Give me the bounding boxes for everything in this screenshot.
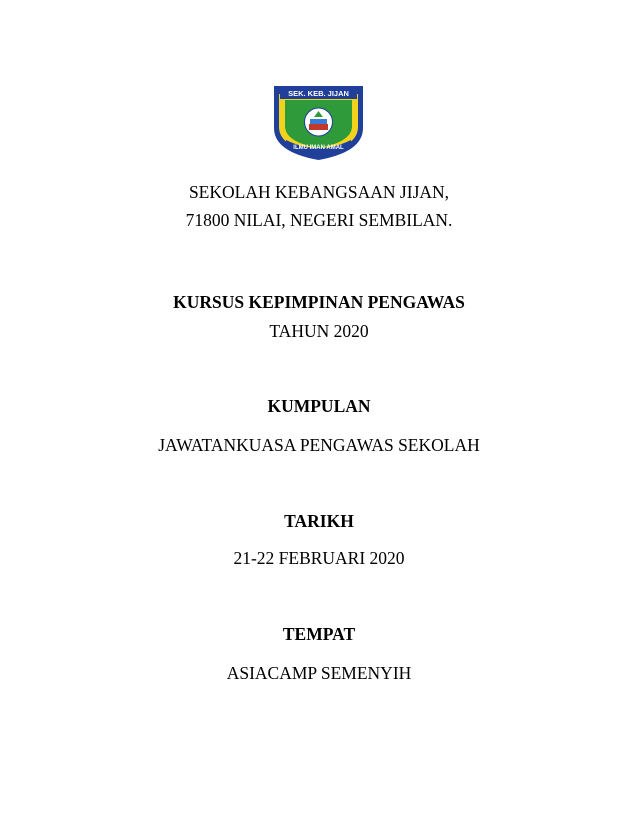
date-heading: TARIKH bbox=[284, 511, 354, 531]
crest-book-top-icon bbox=[310, 119, 327, 124]
course-year: TAHUN 2020 bbox=[269, 321, 369, 341]
crest-motto-text: ILMU IMAN AMAL bbox=[293, 145, 344, 151]
group-heading: KUMPULAN bbox=[267, 396, 371, 416]
venue-heading: TEMPAT bbox=[282, 624, 356, 644]
school-name: SEKOLAH KEBANGSAAN JIJAN, bbox=[188, 182, 450, 202]
venue-value: ASIACAMP SEMENYIH bbox=[226, 663, 412, 683]
crest-book-icon bbox=[309, 124, 328, 130]
course-title: KURSUS KEPIMPINAN PENGAWAS bbox=[173, 292, 465, 312]
school-crest-logo bbox=[272, 82, 365, 162]
group-value: JAWATANKUASA PENGAWAS SEKOLAH bbox=[158, 435, 480, 455]
date-value: 21-22 FEBRUARI 2020 bbox=[233, 548, 405, 568]
crest-top-text: SEK. KEB. JIJAN bbox=[288, 89, 349, 98]
school-address: 71800 NILAI, NEGERI SEMBILAN. bbox=[185, 210, 453, 230]
